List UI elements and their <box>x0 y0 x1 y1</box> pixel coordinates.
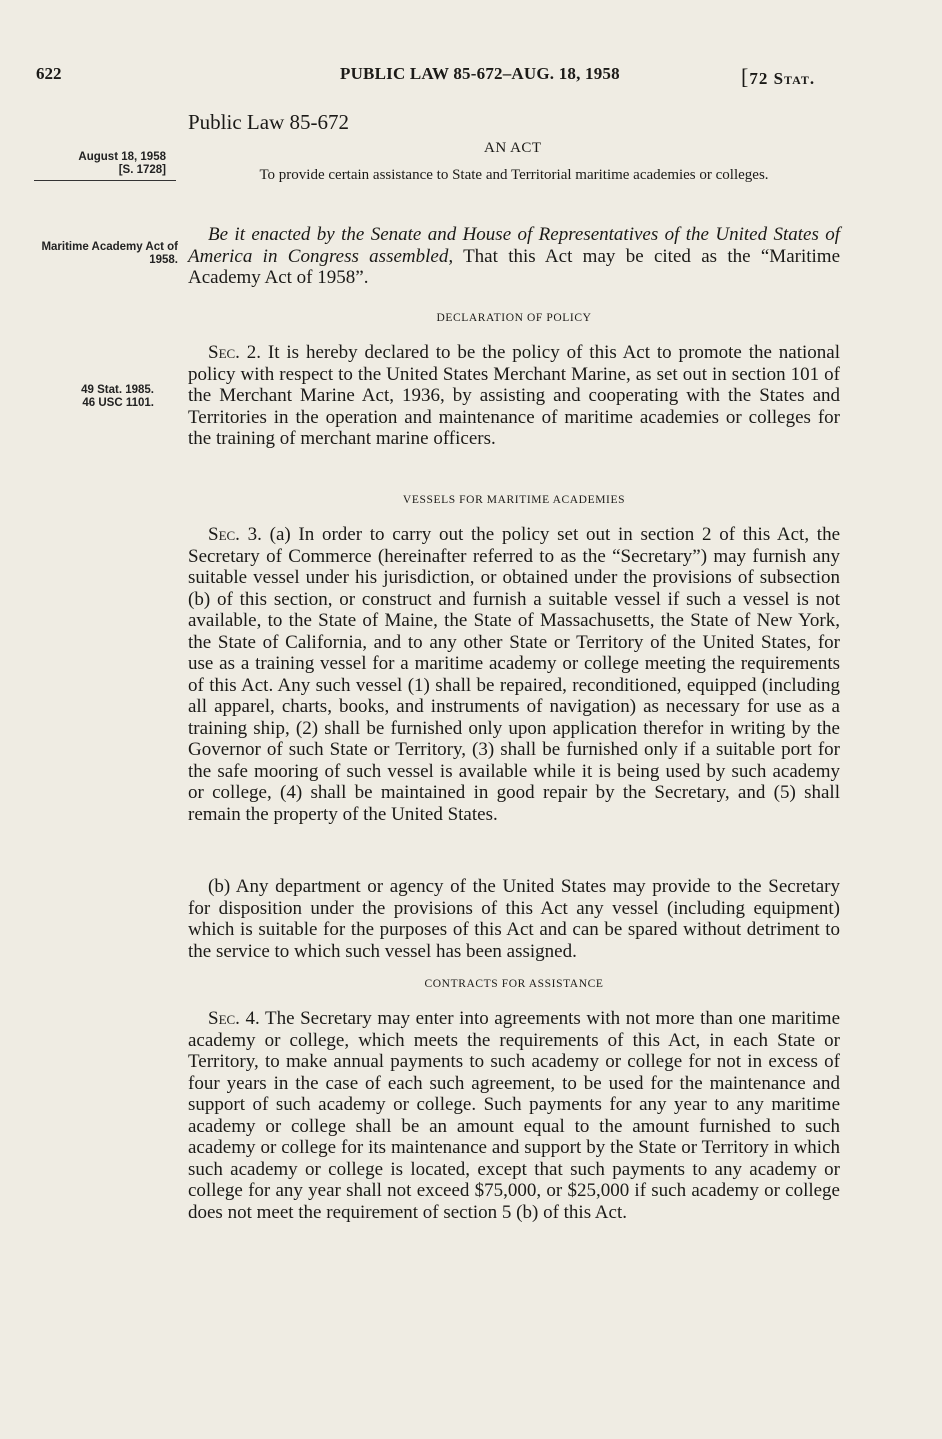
margin-note-date: August 18, 1958 [S. 1728] <box>78 151 166 176</box>
section-4-paragraph: Sec. 4. The Secretary may enter into agreements with not more than one maritime academy or college, which meets the requirements of this Act, in each State or Territory, to make annual payments to such academy or college for not in excess of four years in the case of each such agreement, to be used for the maintenance and support of such academy or college. Such payments for any year to any maritime academy or college shall be an amount equal to the amount furnished to such academy or college for its maintenance and support by the State or Territory in which such academy or college is located, except that such payments to any academy or college for any year shall not exceed $75,000, or $25,000 if such academy or college does not meet the requirement of section 5 (b) of this Act. <box>188 1008 840 1223</box>
an-act-heading: AN ACT <box>484 140 542 156</box>
enacting-clause: Be it enacted by the Senate and House of Representatives of the United States of America in Congress assembled, That this Act may be cited as the “Maritime Academy Act of 1958”. <box>188 224 840 288</box>
section-heading-contracts: CONTRACTS FOR ASSISTANCE <box>424 978 604 990</box>
section-3b-paragraph: (b) Any department or agency of the United States may provide to the Secretary for disposition under the provisions of this Act any vessel (including equipment) which is suitable for the purposes of this Act and can be spared without detriment to the service to which such vessel has been assigned. <box>188 876 840 962</box>
section-2-paragraph: Sec. 2. It is hereby declared to be the policy of this Act to promote the national policy with respect to the United States Merchant Marine, as set out in section 101 of the Merchant Marine Act, 1936, by assisting and cooperating with the States and Territories in the operation and maintenance of maritime academies or colleges for the training of merchant marine officers. <box>188 342 840 449</box>
margin-divider <box>34 180 176 181</box>
margin-note-short-title: Maritime Academy Act of 1958. <box>41 241 178 266</box>
section-3a-paragraph: Sec. 3. (a) In order to carry out the policy set out in section 2 of this Act, the Secretary of Commerce (hereinafter referred to as the “Secretary”) may furnish any suitable vessel under his jurisdiction, or obtained under the provisions of subsection (b) of this section, or construct and furnish a suitable vessel if such a vessel is not available, to the State of Maine, the State of Massachusetts, the State of New York, the State of California, and to any other State or Territory of the United States, for use as a training vessel for a maritime academy or college meeting the requirements of this Act. Any such vessel (1) shall be repaired, reconditioned, equipped (including all apparel, charts, books, and instruments of navigation) as necessary for use as a training ship, (2) shall be furnished only upon application therefor in writing by the Governor of such State or Territory, (3) shall be furnished only if a suitable port for the safe mooring of such vessel is available while it is being used by such academy or college, (4) shall be maintained in good repair by the Secretary, and (5) shall remain the property of the United States. <box>188 524 840 825</box>
margin-note-citations: 49 Stat. 1985. 46 USC 1101. <box>81 384 154 409</box>
stat-reference: [72 Stat. <box>741 64 816 89</box>
running-header-title: PUBLIC LAW 85-672–AUG. 18, 1958 <box>340 64 620 83</box>
act-purpose: To provide certain assistance to State and Territorial maritime academies or colleges. <box>259 167 769 183</box>
public-law-title: Public Law 85-672 <box>188 110 349 134</box>
page-number: 622 <box>36 64 62 83</box>
section-heading-policy: DECLARATION OF POLICY <box>436 312 592 324</box>
section-heading-vessels: VESSELS FOR MARITIME ACADEMIES <box>402 494 626 506</box>
